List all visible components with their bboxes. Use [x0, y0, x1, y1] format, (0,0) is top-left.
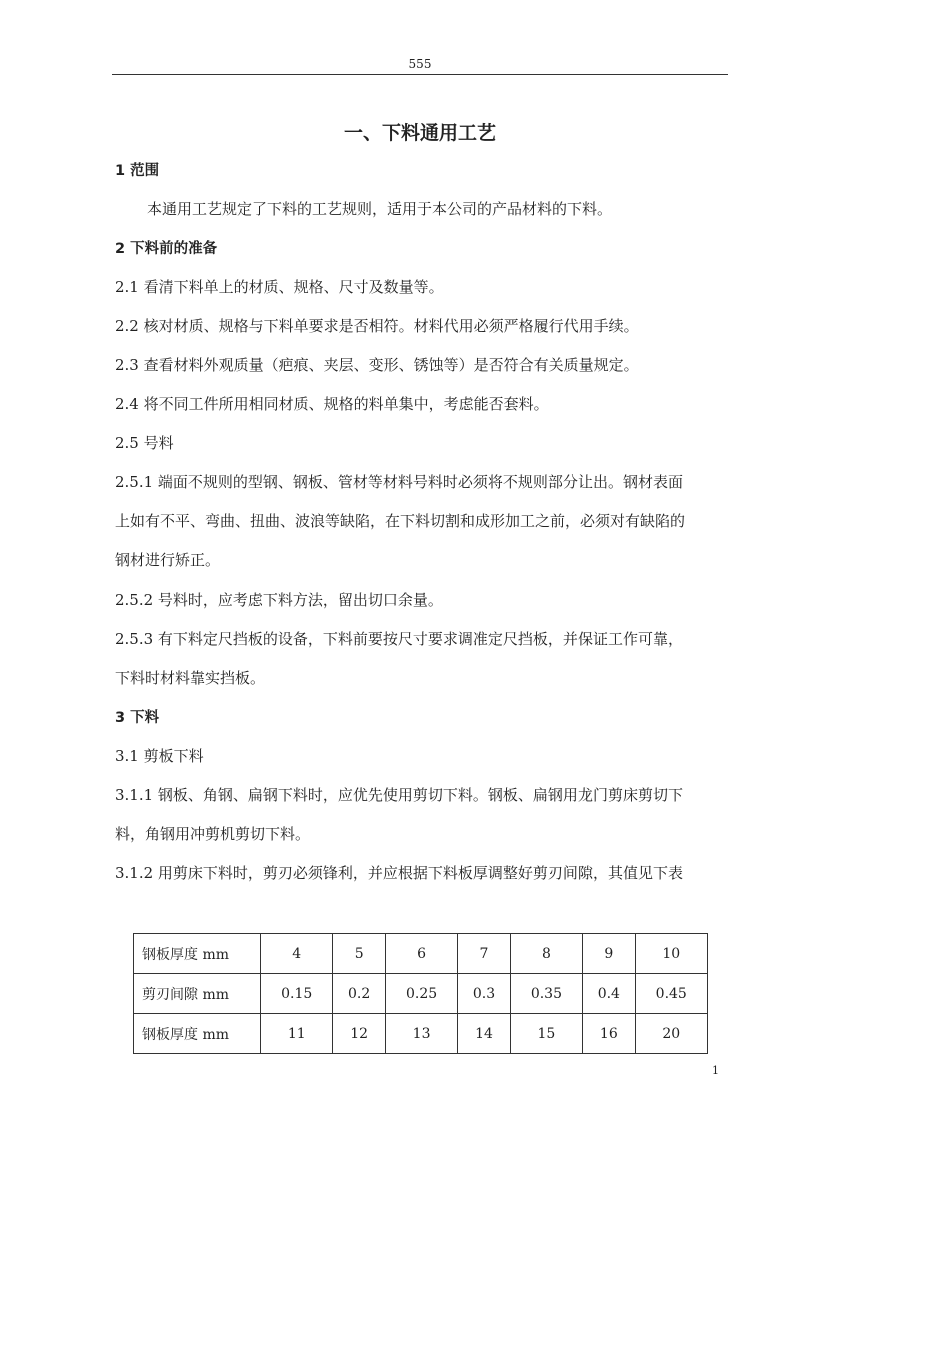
- item-2-3: 2.3 查看材料外观质量（疤痕、夹层、变形、锈蚀等）是否符合有关质量规定。: [115, 356, 639, 374]
- item-2-5-1-line-3: 钢材进行矫正。: [115, 551, 221, 569]
- table-cell: 0.2: [333, 974, 385, 1014]
- item-3-1-2: 3.1.2 用剪床下料时，剪刃必须锋利，并应根据下料板厚调整好剪刃间隙，其值见下表: [115, 864, 683, 882]
- row-label: 钢板厚度 mm: [134, 1014, 261, 1054]
- section-2-heading: 2 下料前的准备: [115, 241, 218, 257]
- table-cell: 0.25: [385, 974, 457, 1014]
- item-2-1: 2.1 看清下料单上的材质、规格、尺寸及数量等。: [115, 278, 444, 296]
- item-2-5-1-line-2: 上如有不平、弯曲、扭曲、波浪等缺陷，在下料切割和成形加工之前，必须对有缺陷的: [115, 512, 686, 530]
- item-3-1-1-line-1: 3.1.1 钢板、角钢、扁钢下料时，应优先使用剪切下料。钢板、扁钢用龙门剪床剪切下: [115, 786, 683, 804]
- table-cell: 0.4: [583, 974, 635, 1014]
- item-2-5-2: 2.5.2 号料时，应考虑下料方法，留出切口余量。: [115, 591, 443, 609]
- page-title: 一、下料通用工艺: [343, 122, 496, 144]
- header-number: 555: [408, 57, 432, 71]
- page-header: [112, 56, 728, 75]
- table-cell: 7: [458, 934, 510, 974]
- table-cell: 16: [583, 1014, 635, 1054]
- table-cell: 5: [333, 934, 385, 974]
- row-label: 钢板厚度 mm: [134, 934, 261, 974]
- table-cell: 11: [261, 1014, 333, 1054]
- table-cell: 14: [458, 1014, 510, 1054]
- page-number: 1: [712, 1064, 719, 1077]
- item-2-5: 2.5 号料: [115, 434, 174, 452]
- item-2-4: 2.4 将不同工件所用相同材质、规格的料单集中，考虑能否套料。: [115, 395, 549, 413]
- table-cell: 20: [635, 1014, 707, 1054]
- table-row: [134, 974, 708, 1014]
- table-cell: 9: [583, 934, 635, 974]
- table-cell: 12: [333, 1014, 385, 1054]
- shear-gap-table: [133, 933, 708, 1054]
- item-2-2: 2.2 核对材质、规格与下料单要求是否相符。材料代用必须严格履行代用手续。: [115, 317, 639, 335]
- table-cell: 0.15: [261, 974, 333, 1014]
- item-3-1-1-line-2: 料，角钢用冲剪机剪切下料。: [115, 825, 311, 843]
- table-row: [134, 934, 708, 974]
- row-label: 剪刃间隙 mm: [134, 974, 261, 1014]
- item-2-5-1-line-1: 2.5.1 端面不规则的型钢、钢板、管材等材料号料时必须将不规则部分让出。钢材表面: [115, 473, 683, 491]
- table-row: [134, 1014, 708, 1054]
- table-cell: 0.45: [635, 974, 707, 1014]
- section-3-heading: 3 下料: [115, 710, 160, 726]
- table-cell: 4: [261, 934, 333, 974]
- item-2-5-3-line-2: 下料时材料靠实挡板。: [115, 669, 266, 687]
- item-3-1: 3.1 剪板下料: [115, 747, 204, 765]
- table-cell: 10: [635, 934, 707, 974]
- paragraph-scope: 本通用工艺规定了下料的工艺规则，适用于本公司的产品材料的下料。: [147, 200, 613, 218]
- table-cell: 6: [385, 934, 457, 974]
- table-cell: 13: [385, 1014, 457, 1054]
- table-cell: 8: [510, 934, 582, 974]
- item-2-5-3-line-1: 2.5.3 有下料定尺挡板的设备，下料前要按尺寸要求调准定尺挡板，并保证工作可靠，: [115, 630, 683, 648]
- table-cell: 0.35: [510, 974, 582, 1014]
- table-cell: 0.3: [458, 974, 510, 1014]
- section-1-heading: 1 范围: [115, 163, 160, 179]
- table-cell: 15: [510, 1014, 582, 1054]
